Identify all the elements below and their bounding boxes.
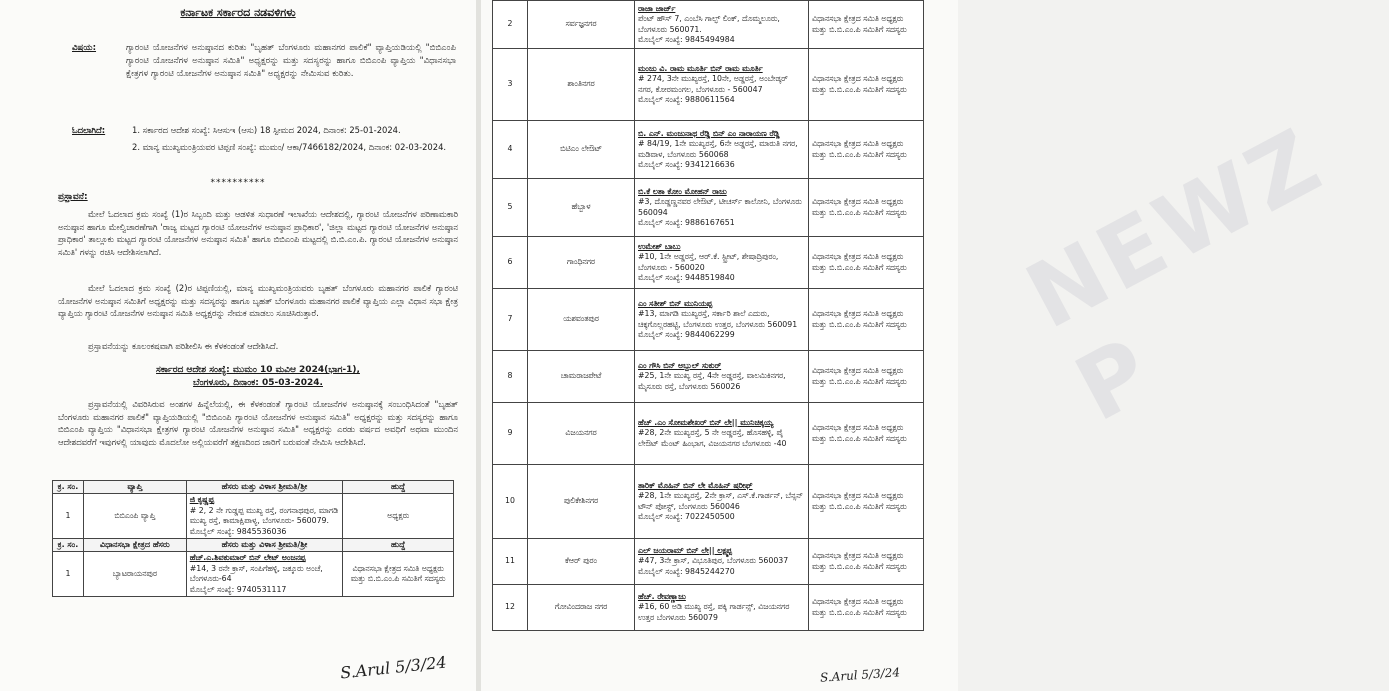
member-address: # 274, 3ನೇ ಮುಖ್ಯರಸ್ತೆ, 10ನೇ, ಅಡ್ಡರಸ್ತೆ, ಅಂಬೇಡ್ಕರ್ ನಗರ, ಕೋರಮಂಗಲ, ಬೆಂಗಳೂರು - 560047	[638, 74, 788, 94]
member-address: ಪೆಂಟ್ ಹೌಸ್ 7, ಎಂಬೆಸಿ ಗಾಲ್ಫ್ ಲಿಂಕ್, ದೊಮ್ಮಲೂರು, ಬೆಂಗಳೂರು 560071.	[638, 14, 780, 34]
member-name: ಬಿ.ಕೆ ಲತಾ ಕೋಂ ಮೋಹನ್ ರಾಜು	[638, 186, 727, 196]
table-row	[493, 351, 924, 403]
member-address: #28, 1ನೇ ಮುಖ್ಯರಸ್ತೆ, 2ನೇ ಕ್ರಾಸ್, ಎಸ್.ಕೆ.ಗಾರ್ಡನ್, ಬೆನ್ಸನ್ ಟೌನ್ ಪೋಸ್ಟ್, ಬೆಂಗಳೂರು 560046	[638, 491, 803, 511]
member-phone: ಮೊಬೈಲ್ ಸಂಖ್ಯೆ: 9740531117	[189, 584, 287, 594]
cell-name-address	[635, 49, 809, 121]
preamble-paragraph-2: ಮೇಲೆ ಓದಲಾದ ಕ್ರಮ ಸಂಖ್ಯೆ (2)ರ ಟಿಪ್ಪಣಿಯಲ್ಲಿ, ಮಾನ್ಯ ಮುಖ್ಯಮಂತ್ರಿಯವರು ಬೃಹತ್ ಬೆಂಗಳೂರು ಮಹಾನಗರ ಪಾಲಿಕೆ ಗ್ಯಾರಂಟಿ ಯೋಜನೆಗಳ ಅನುಷ್ಠಾನ ಸಮಿತಿಗೆ ಅಧ್ಯಕ್ಷರನ್ನು ಮತ್ತು ಸದಸ್ಯರನ್ನು ಹಾಗೂ ಬೃಹತ್ ಬೆಂಗಳೂರು ಮಹಾನಗರ ಪಾಲಿಕೆ ವ್ಯಾಪ್ತಿಯ ಎಲ್ಲಾ ವಿಧಾನ ಸಭಾ ಕ್ಷೇತ್ರ ವ್ಯಾಪ್ತಿಯ ಗ್ಯಾರಂಟಿ ಯೋಜನೆಗಳ ಅನುಷ್ಠಾನ ಸಮಿತಿ ಅಧ್ಯಕ್ಷರನ್ನು ನೇಮಕ ಮಾಡಲು ಸೂಚಿಸಿರುತ್ತಾರೆ.	[58, 283, 458, 319]
table-row	[493, 289, 924, 351]
member-address: #25, 1ನೇ ಮುಖ್ಯ ರಸ್ತೆ, 4ನೇ ಅಡ್ಡರಸ್ತೆ, ವಾಲಮಿಕಿನಗರ, ಮೈಸೂರು ರಸ್ತೆ, ಬೆಂಗಳೂರು 560026	[638, 371, 786, 391]
cell-constituency: ಸರ್ವಜ್ಞನಗರ	[528, 1, 635, 49]
member-name: ಉಮೇಶ್ ಬಾಬು	[638, 241, 681, 251]
cell-designation: ವಿಧಾನಸಭಾ ಕ್ಷೇತ್ರದ ಸಮಿತಿ ಅಧ್ಯಕ್ಷರು ಮತ್ತು ಬಿ.ಬಿ.ಎಂ.ಪಿ ಸಮಿತಿಗೆ ಸದಸ್ಯರು	[343, 552, 454, 597]
cell-sl: 9	[493, 403, 528, 465]
order-heading	[58, 364, 458, 390]
cell-sl: 4	[493, 121, 528, 179]
cell-designation: ವಿಧಾನಸಭಾ ಕ್ಷೇತ್ರದ ಸಮಿತಿ ಅಧ್ಯಕ್ಷರು ಮತ್ತು ಬಿ.ಬಿ.ಎಂ.ಪಿ ಸಮಿತಿಗೆ ಸದಸ್ಯರು	[809, 1, 924, 49]
cell-constituency: ವಿಜಯನಗರ	[528, 403, 635, 465]
member-address: # 84/19, 1ನೇ ಮುಖ್ಯರಸ್ತೆ, 6ನೇ ಅಡ್ಡರಸ್ತೆ, ಮಾರುತಿ ನಗರ, ಮಡಿವಾಳ, ಬೆಂಗಳೂರು 560068	[638, 139, 798, 159]
member-phone: ಮೊಬೈಲ್ ಸಂಖ್ಯೆ: 9448519840	[638, 272, 735, 282]
cell-name-address	[635, 539, 809, 585]
table-row	[53, 552, 454, 597]
cell-designation: ವಿಧಾನಸಭಾ ಕ್ಷೇತ್ರದ ಸಮಿತಿ ಅಧ್ಯಕ್ಷರು ಮತ್ತು ಬಿ.ಬಿ.ಎಂ.ಪಿ ಸಮಿತಿಗೆ ಸದಸ್ಯರು	[809, 237, 924, 289]
cell-designation: ವಿಧಾನಸಭಾ ಕ್ಷೇತ್ರದ ಸಮಿತಿ ಅಧ್ಯಕ್ಷರು ಮತ್ತು ಬಿ.ಬಿ.ಎಂ.ಪಿ ಸಮಿತಿಗೆ ಸದಸ್ಯರು	[809, 289, 924, 351]
table-row	[493, 179, 924, 237]
member-name: ಹೆಚ್. ರೇವಣ್ಣಾಜು	[638, 591, 686, 601]
table-row	[493, 1, 924, 49]
table-row	[493, 403, 924, 465]
cell-name-address	[635, 289, 809, 351]
table-row	[493, 49, 924, 121]
member-name: ಮಂಜು ವಿ. ರಾಮ ಮೂರ್ತಿ ಬಿನ್ ರಾಮ ಮೂರ್ತಿ	[638, 63, 763, 73]
cell-designation: ವಿಧಾನಸಭಾ ಕ್ಷೇತ್ರದ ಸಮಿತಿ ಅಧ್ಯಕ್ಷರು ಮತ್ತು ಬಿ.ಬಿ.ಎಂ.ಪಿ ಸಮಿತಿಗೆ ಸದಸ್ಯರು	[809, 539, 924, 585]
member-name: ಹೆಚ್ .ಎಂ ಸೋಮಶೇಖರ್ ಬಿನ್ ಲೇ|| ಮುನಿಚಿಕ್ಕಯ್ಯ	[638, 417, 774, 427]
header-name-address: ಹೆಸರು ಮತ್ತು ವಿಳಾಸ ಶ್ರೀಮತಿ/ಶ್ರೀ	[186, 539, 343, 552]
cell-name-address	[635, 121, 809, 179]
table1-header-row	[53, 481, 454, 494]
cell-constituency: ಪುಲಿಕೇಶಿನಗರ	[528, 465, 635, 539]
cell-designation: ವಿಧಾನಸಭಾ ಕ್ಷೇತ್ರದ ಸಮಿತಿ ಅಧ್ಯಕ್ಷರು ಮತ್ತು ಬಿ.ಬಿ.ಎಂ.ಪಿ ಸಮಿತಿಗೆ ಸದಸ್ಯರು	[809, 465, 924, 539]
subject-label: ವಿಷಯ:	[72, 43, 97, 53]
cell-constituency: ಬ್ಯಾಟರಾಯನಪುರ	[83, 552, 186, 597]
preamble-paragraph-3: ಪ್ರಸ್ತಾವನೆಯನ್ನು ಕೂಲಂಕಷವಾಗಿ ಪರಿಶೀಲಿಸಿ ಈ ಕೆಳಕಂಡಂತೆ ಆದೇಶಿಸಿದೆ.	[88, 341, 279, 351]
cell-name-address	[635, 585, 809, 631]
preamble-heading: ಪ್ರಸ್ತಾವನೆ:	[58, 192, 88, 202]
header-sl: ಕ್ರ. ಸಂ.	[53, 539, 84, 552]
cell-sl: 8	[493, 351, 528, 403]
cell-constituency: ಗಾಂಧಿನಗರ	[528, 237, 635, 289]
member-name: ಜಿ ಕೃಷ್ಣಪ್ಪ	[189, 495, 215, 505]
cell-name-address	[635, 351, 809, 403]
table-row	[53, 494, 454, 539]
cell-name-address	[186, 552, 343, 597]
appointment-table	[52, 480, 454, 597]
member-name: ಬಿ. ಎನ್. ಮಂಜುನಾಥ ರೆಡ್ಡಿ ಬಿನ್ ಎಂ ನಾರಾಯಣ ರೆಡ್ಡಿ	[638, 128, 780, 138]
table-row	[493, 237, 924, 289]
cell-sl: 11	[493, 539, 528, 585]
left-page	[0, 0, 476, 691]
member-phone: ಮೊಬೈಲ್ ಸಂಖ್ಯೆ: 7022450500	[638, 511, 735, 521]
cell-constituency: ಶಾಂತಿನಗರ	[528, 49, 635, 121]
table-row	[493, 585, 924, 631]
document-heading: ಕರ್ನಾಟಕ ಸರ್ಕಾರದ ನಡವಳಿಗಳು	[180, 6, 296, 19]
cell-constituency: ಯಶವಂತಪುರ	[528, 289, 635, 351]
cell-sl: 3	[493, 49, 528, 121]
cell-sl: 1	[53, 494, 84, 539]
separator-stars: **********	[210, 178, 266, 188]
member-phone: ಮೊಬೈಲ್ ಸಂಖ್ಯೆ: 9844062299	[638, 329, 735, 339]
cell-designation: ವಿಧಾನಸಭಾ ಕ್ಷೇತ್ರದ ಸಮಿತಿ ಅಧ್ಯಕ್ಷರು ಮತ್ತು ಬಿ.ಬಿ.ಎಂ.ಪಿ ಸಮಿತಿಗೆ ಸದಸ್ಯರು	[809, 179, 924, 237]
member-phone: ಮೊಬೈಲ್ ಸಂಖ್ಯೆ: 9886167651	[638, 217, 735, 227]
cell-sl: 12	[493, 585, 528, 631]
cell-sl: 5	[493, 179, 528, 237]
member-phone: ಮೊಬೈಲ್ ಸಂಖ್ಯೆ: 9880611564	[638, 94, 735, 104]
member-name: ಹೆಚ್.ಎ.ಶಿವಕುಮಾರ್ ಬಿನ್ ಲೇಟ್ ಅಂಜನಪ್ಪ	[189, 553, 306, 563]
references-label: ಓದಲಾಗಿದೆ:	[72, 125, 106, 135]
header-designation: ಹುದ್ದೆ	[343, 539, 454, 552]
member-name: ಎಂ ಗೌಸಿ ಬಿನ್ ಅಬ್ದುಲ್ ಸುಕುರ್	[638, 360, 722, 370]
cell-sl: 7	[493, 289, 528, 351]
cell-designation: ವಿಧಾನಸಭಾ ಕ್ಷೇತ್ರದ ಸಮಿತಿ ಅಧ್ಯಕ್ಷರು ಮತ್ತು ಬಿ.ಬಿ.ಎಂ.ಪಿ ಸಮಿತಿಗೆ ಸದಸ್ಯರು	[809, 49, 924, 121]
signature: S.Arul 5/3/24	[819, 665, 901, 685]
member-address: #3, ದೊಡ್ಡಣ್ಣನವರ ಲೇಔಟ್, ಟೀಚರ್ಸ್ ಕಾಲೋನಿ, ಬೆಂಗಳೂರು 560094	[638, 197, 802, 217]
header-sl: ಕ್ರ. ಸಂ.	[53, 481, 84, 494]
cell-name-address	[635, 403, 809, 465]
cell-designation: ವಿಧಾನಸಭಾ ಕ್ಷೇತ್ರದ ಸಮಿತಿ ಅಧ್ಯಕ್ಷರು ಮತ್ತು ಬಿ.ಬಿ.ಎಂ.ಪಿ ಸಮಿತಿಗೆ ಸದಸ್ಯರು	[809, 121, 924, 179]
member-phone: ಮೊಬೈಲ್ ಸಂಖ್ಯೆ: 9845494984	[638, 34, 735, 44]
cell-name-address	[635, 1, 809, 49]
cell-sl: 6	[493, 237, 528, 289]
watermark: NEWZ P	[1010, 107, 1340, 443]
member-address: #14, 3 ರನೇ ಕ್ರಾಸ್, ಸಂಪಿಗೆಹಳ್ಳಿ, ಜಕ್ಕೂರು ಅಂಚೆ, ಬೆಂಗಳೂರು-64	[189, 563, 323, 584]
member-address: # 2, 2 ನೇ ಗುಡ್ಡಪ್ಪ ಮುಖ್ಯ ರಸ್ತೆ, ರಂಗನಾಥಪುರ, ಮಾಗಡಿ ಮುಖ್ಯ ರಸ್ತೆ, ಕಾಮಾಕ್ಷಿಪಾಳ್ಯ, ಬೆಂಗಳೂರು- 560079.	[189, 505, 339, 526]
cell-designation: ವಿಧಾನಸಭಾ ಕ್ಷೇತ್ರದ ಸಮಿತಿ ಅಧ್ಯಕ್ಷರು ಮತ್ತು ಬಿ.ಬಿ.ಎಂ.ಪಿ ಸಮಿತಿಗೆ ಸದಸ್ಯರು	[809, 351, 924, 403]
order-date: ಬೆಂಗಳೂರು, ದಿನಾಂಕ: 05-03-2024.	[193, 378, 323, 388]
cell-designation: ವಿಧಾನಸಭಾ ಕ್ಷೇತ್ರದ ಸಮಿತಿ ಅಧ್ಯಕ್ಷರು ಮತ್ತು ಬಿ.ಬಿ.ಎಂ.ಪಿ ಸಮಿತಿಗೆ ಸದಸ್ಯರು	[809, 403, 924, 465]
member-address: #16, 60 ಅಡಿ ಮುಖ್ಯ ರಸ್ತೆ, ಪಕ್ಕಿ ಗಾರ್ಡನ್ಸ್, ವಿಜಯನಗರ ಉತ್ತರ ಬೆಂಗಳೂರು 560079	[638, 602, 790, 622]
cell-sl: 2	[493, 1, 528, 49]
cell-area: ಬಿಬಿಎಂಪಿ ವ್ಯಾಪ್ತಿ	[83, 494, 186, 539]
cell-constituency: ಗೋವಿಂದರಾಜ ನಗರ	[528, 585, 635, 631]
signature: S.Arul 5/3/24	[339, 652, 448, 683]
reference-item: 2. ಮಾನ್ಯ ಮುಖ್ಯಮಂತ್ರಿಯವರ ಟಿಪ್ಪಣಿ ಸಂಖ್ಯೆ: ಮುಮಂ/ ಆಕಾ/7466182/2024, ದಿನಾಂಕ: 02-03-2024.	[132, 142, 447, 152]
cell-name-address	[635, 465, 809, 539]
table-row	[493, 539, 924, 585]
cell-sl: 10	[493, 465, 528, 539]
cell-constituency: ಕೆಆರ್ ಪುರಂ	[528, 539, 635, 585]
order-number: ಸರ್ಕಾರದ ಆದೇಶ ಸಂಖ್ಯೆ: ಮುಮಂ 10 ಮವಿಆ 2024(ಭಾಗ-1),	[156, 365, 360, 375]
member-phone: ಮೊಬೈಲ್ ಸಂಖ್ಯೆ: 9845244270	[638, 566, 735, 576]
preamble-paragraph-1: ಮೇಲೆ ಓದಲಾದ ಕ್ರಮ ಸಂಖ್ಯೆ (1)ರ ಸಿಬ್ಬಂದಿ ಮತ್ತು ಆಡಳಿತ ಸುಧಾರಣೆ ಇಲಾಖೆಯ ಆದೇಶದಲ್ಲಿ, ಗ್ಯಾರಂಟಿ ಯೋಜನೆಗಳ ಪರಿಣಾಮಕಾರಿ ಅನುಷ್ಠಾನ ಹಾಗೂ ಮೇಲ್ವಿಚಾರಣೆಗಾಗಿ 'ರಾಜ್ಯ ಮಟ್ಟದ ಗ್ಯಾರಂಟಿ ಯೋಜನೆಗಳ ಅನುಷ್ಠಾನ ಪ್ರಾಧಿಕಾರ', 'ಜಿಲ್ಲಾ ಮಟ್ಟದ ಗ್ಯಾರಂಟಿ ಯೋಜನೆಗಳ ಅನುಷ್ಠಾನ ಪ್ರಾಧಿಕಾರ' ತಾಲ್ಲೂಕು ಮಟ್ಟದ ಗ್ಯಾರಂಟಿ ಯೋಜನೆಗಳ ಅನುಷ್ಠಾನ ಸಮಿತಿ' ಹಾಗೂ ಬಿಬಿಎಂಪಿ ಮಟ್ಟದಲ್ಲಿ ಬಿ.ಬಿ.ಎಂ.ಪಿ. ಗ್ಯಾರಂಟಿ ಯೋಜನೆಗಳ ಅನುಷ್ಠಾನ ಸಮಿತಿ' ಗಳನ್ನು ರಚಿಸಿ ಆದೇಶಿಸಲಾಗಿದೆ.	[58, 209, 458, 257]
cell-name-address	[186, 494, 343, 539]
member-name: ಎಂ ಸತೀಶ್ ಬಿನ್ ಮುನಿಯಪ್ಪ	[638, 298, 713, 308]
cell-sl: 1	[53, 552, 84, 597]
table2-header-row	[53, 539, 454, 552]
member-phone: ಮೊಬೈಲ್ ಸಂಖ್ಯೆ: 9341216636	[638, 159, 735, 169]
header-name-address: ಹೆಸರು ಮತ್ತು ವಿಳಾಸ ಶ್ರೀಮತಿ/ಶ್ರೀ	[186, 481, 343, 494]
cell-name-address	[635, 237, 809, 289]
reference-item: 1. ಸರ್ಕಾರದ ಆದೇಶ ಸಂಖ್ಯೆ: ಸಿಆಸುಇ (ಆಸು) 18 ಸ್ಪೀಮದ 2024, ದಿನಾಂಕ: 25-01-2024.	[132, 125, 401, 135]
references-list	[132, 124, 452, 158]
member-address: #47, 3ನೇ ಕ್ರಾಸ್, ವಿಭೂತಿಪುರ, ಬೆಂಗಳೂರು 560037	[638, 556, 789, 566]
constituency-table-body	[493, 1, 924, 631]
cell-constituency: ಚಾಮರಾಜಪೇಟೆ	[528, 351, 635, 403]
member-address: #28, 2ನೇ ಮುಖ್ಯರಸ್ತೆ, 5 ನೇ ಅಡ್ಡರಸ್ತೆ, ಹೊಸಹಳ್ಳಿ, ಪೈ ಲೇಔಟ್ ಮೆಂಟ್ ಹಿಂಭಾಗ, ವಿಜಯನಗರ ಬೆಂಗಳೂರು -40	[638, 428, 787, 448]
member-address: #10, 1ನೇ ಅಡ್ಡರಸ್ತೆ, ಆರ್.ಕೆ. ಸ್ಟ್ರೀಟ್, ಶೇಷಾದ್ರಿಪುರಂ, ಬೆಂಗಳೂರು - 560020	[638, 252, 779, 272]
member-name: ರಾಜಾ ಜಾರ್ಜ್	[638, 3, 676, 13]
cell-constituency: ಬಿಟಿಎಂ ಲೇಔಟ್	[528, 121, 635, 179]
cell-designation: ವಿಧಾನಸಭಾ ಕ್ಷೇತ್ರದ ಸಮಿತಿ ಅಧ್ಯಕ್ಷರು ಮತ್ತು ಬಿ.ಬಿ.ಎಂ.ಪಿ ಸಮಿತಿಗೆ ಸದಸ್ಯರು	[809, 585, 924, 631]
cell-name-address	[635, 179, 809, 237]
order-paragraph: ಪ್ರಸ್ತಾವನೆಯಲ್ಲಿ ವಿವರಿಸಿರುವ ಅಂಶಗಳ ಹಿನ್ನೆಲೆಯಲ್ಲಿ, ಈ ಕೆಳಕಂಡಂತೆ ಗ್ಯಾರಂಟಿ ಯೋಜನೆಗಳ ಅನುಷ್ಠಾನಕ್ಕೆ ಸಂಬಂಧಿಸಿದಂತೆ "ಬೃಹತ್ ಬೆಂಗಳೂರು ಮಹಾನಗರ ಪಾಲಿಕೆ" ವ್ಯಾಪ್ತಿಯಡಿಯಲ್ಲಿ "ಬಿಬಿಎಂಪಿ ಗ್ಯಾರಂಟಿ ಯೋಜನೆಗಳ ಅನುಷ್ಠಾನ ಸಮಿತಿ" ಅಧ್ಯಕ್ಷರನ್ನು ಮತ್ತು ಸದಸ್ಯರನ್ನು ಹಾಗೂ ಬಿಬಿಎಂಪಿ ವ್ಯಾಪ್ತಿಯ "ವಿಧಾನಸಭಾ ಕ್ಷೇತ್ರಗಳ ಗ್ಯಾರಂಟಿ ಯೋಜನೆಗಳ ಅನುಷ್ಠಾನ ಸಮಿತಿ" ಅಧ್ಯಕ್ಷರನ್ನು ಎರಡು ವರ್ಷದ ಅವಧಿಗೆ ಅಥವಾ ಮುಂದಿನ ಆದೇಶದವರೆಗೆ ಇವುಗಳಲ್ಲಿ ಯಾವುದು ಮೊದಲೋ ಅಲ್ಲಿಯವರೆಗೆ ತಕ್ಷಣದಿಂದ ಜಾರಿಗೆ ಬರುವಂತೆ ನೇಮಿಸಿ ಆದೇಶಿಸಿದೆ.	[58, 399, 458, 447]
constituency-table	[492, 0, 924, 631]
cell-constituency: ಹೆಬ್ಬಾಳ	[528, 179, 635, 237]
member-name: ಎಲ್ ಜಯರಾಮ್ ಬಿನ್ ಲೇ|| ಲಕ್ಷ್ಮಪ್ಪ	[638, 545, 732, 555]
header-area: ವ್ಯಾಪ್ತಿ	[83, 481, 186, 494]
member-phone: ಮೊಬೈಲ್ ಸಂಖ್ಯೆ: 9845536036	[189, 526, 287, 536]
header-designation: ಹುದ್ದೆ	[343, 481, 454, 494]
subject-text: ಗ್ಯಾರಂಟಿ ಯೋಜನೆಗಳ ಅನುಷ್ಠಾನದ ಕುರಿತು "ಬೃಹತ್ ಬೆಂಗಳೂರು ಮಹಾನಗರ ಪಾಲಿಕೆ" ವ್ಯಾಪ್ತಿಯಡಿಯಲ್ಲಿ "ಬಿಬಿಎಂಪಿ ಗ್ಯಾರಂಟಿ ಯೋಜನೆಗಳ ಅನುಷ್ಠಾನ ಸಮಿತಿ" ಅಧ್ಯಕ್ಷರನ್ನು ಮತ್ತು ಸದಸ್ಯರನ್ನು ಹಾಗೂ ಬಿಬಿಎಂಪಿ ವ್ಯಾಪ್ತಿಯ "ವಿಧಾನಸಭಾ ಕ್ಷೇತ್ರಗಳ ಗ್ಯಾರಂಟಿ ಯೋಜನೆಗಳ ಅನುಷ್ಠಾನ ಸಮಿತಿ" ಅಧ್ಯಕ್ಷರನ್ನು ನೇಮಿಸುವ ಕುರಿತು.	[126, 43, 456, 79]
header-constituency: ವಿಧಾನಸಭಾ ಕ್ಷೇತ್ರದ ಹೆಸರು	[83, 539, 186, 552]
member-name: ತಾರಿಕ್ ಮೊಹಿನ್ ಬಿನ್ ಲೇ ಮೊಹಿನ್ ಷರೀಫ್	[638, 480, 753, 490]
table-row	[493, 121, 924, 179]
member-address: #13, ಮಾಗಡಿ ಮುಖ್ಯರಸ್ತೆ, ಸರ್ಕಾರಿ ಶಾಲೆ ಎದುರು, ಚಿಕ್ಕಗೊಲ್ಲರಹಟ್ಟಿ, ಬೆಂಗಳೂರು ಉತ್ತರ, ಬೆಂಗಳೂರು 560091	[638, 309, 798, 329]
table-row	[493, 465, 924, 539]
cell-designation: ಅಧ್ಯಕ್ಷರು	[343, 494, 454, 539]
